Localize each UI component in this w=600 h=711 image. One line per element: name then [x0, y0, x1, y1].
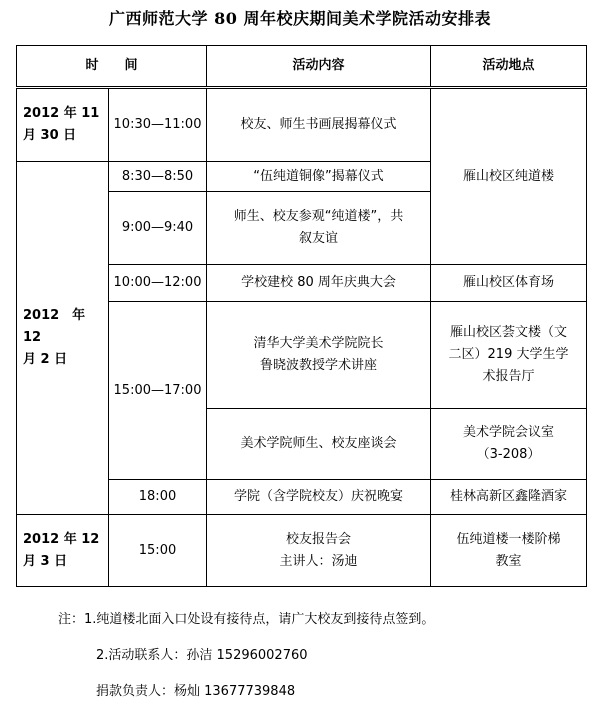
location-cell: 雁山校区纯道楼 [431, 88, 587, 265]
note-line: 捐款负责人：杨灿 13677739848 [96, 684, 296, 699]
content-cell: 美术学院师生、校友座谈会 [207, 409, 431, 480]
date-cell: 2012 年 12 月 3 日 [17, 515, 109, 587]
time-cell: 8:30—8:50 [109, 162, 207, 192]
content-cell: 学院（含学院校友）庆祝晚宴 [207, 480, 431, 515]
content-cell: 学校建校 80 周年庆典大会 [207, 265, 431, 302]
content-cell: 校友报告会 主讲人：汤迪 [207, 515, 431, 587]
page-title: 广西师范大学 80 周年校庆期间美术学院活动安排表 [109, 9, 491, 28]
location-cell: 雁山校区体育场 [431, 265, 587, 302]
time-cell: 15:00 [109, 515, 207, 587]
date-cell: 2012 年 11 月 30 日 [17, 88, 109, 162]
content-cell: 清华大学美术学院院长 鲁晓波教授学术讲座 [207, 302, 431, 409]
time-cell: 10:30—11:00 [109, 88, 207, 162]
content-cell: “伍纯道铜像”揭幕仪式 [207, 162, 431, 192]
location-cell: 伍纯道楼一楼阶梯 教室 [431, 515, 587, 587]
time-cell: 10:00—12:00 [109, 265, 207, 302]
table-row [17, 515, 587, 587]
note-line: 注：1.纯道楼北面入口处设有接待点，请广大校友到接待点签到。 [58, 612, 435, 627]
location-cell: 雁山校区荟文楼（文 二区）219 大学生学 术报告厅 [431, 302, 587, 409]
table-header-row [17, 46, 587, 88]
time-cell: 15:00—17:00 [109, 302, 207, 480]
content-cell: 校友、师生书画展揭幕仪式 [207, 88, 431, 162]
header-content: 活动内容 [207, 46, 431, 88]
time-cell: 18:00 [109, 480, 207, 515]
content-cell: 师生、校友参观“纯道楼”，共 叙友谊 [207, 192, 431, 265]
header-location: 活动地点 [431, 46, 587, 88]
schedule-table [16, 45, 587, 587]
table-row [17, 88, 587, 162]
date-cell: 2012 年 12 月 2 日 [17, 162, 109, 515]
note-line: 2.活动联系人：孙洁 15296002760 [96, 648, 308, 663]
header-time: 时 间 [17, 46, 207, 88]
location-cell: 桂林高新区鑫隆酒家 [431, 480, 587, 515]
location-cell: 美术学院会议室 （3-208） [431, 409, 587, 480]
time-cell: 9:00—9:40 [109, 192, 207, 265]
